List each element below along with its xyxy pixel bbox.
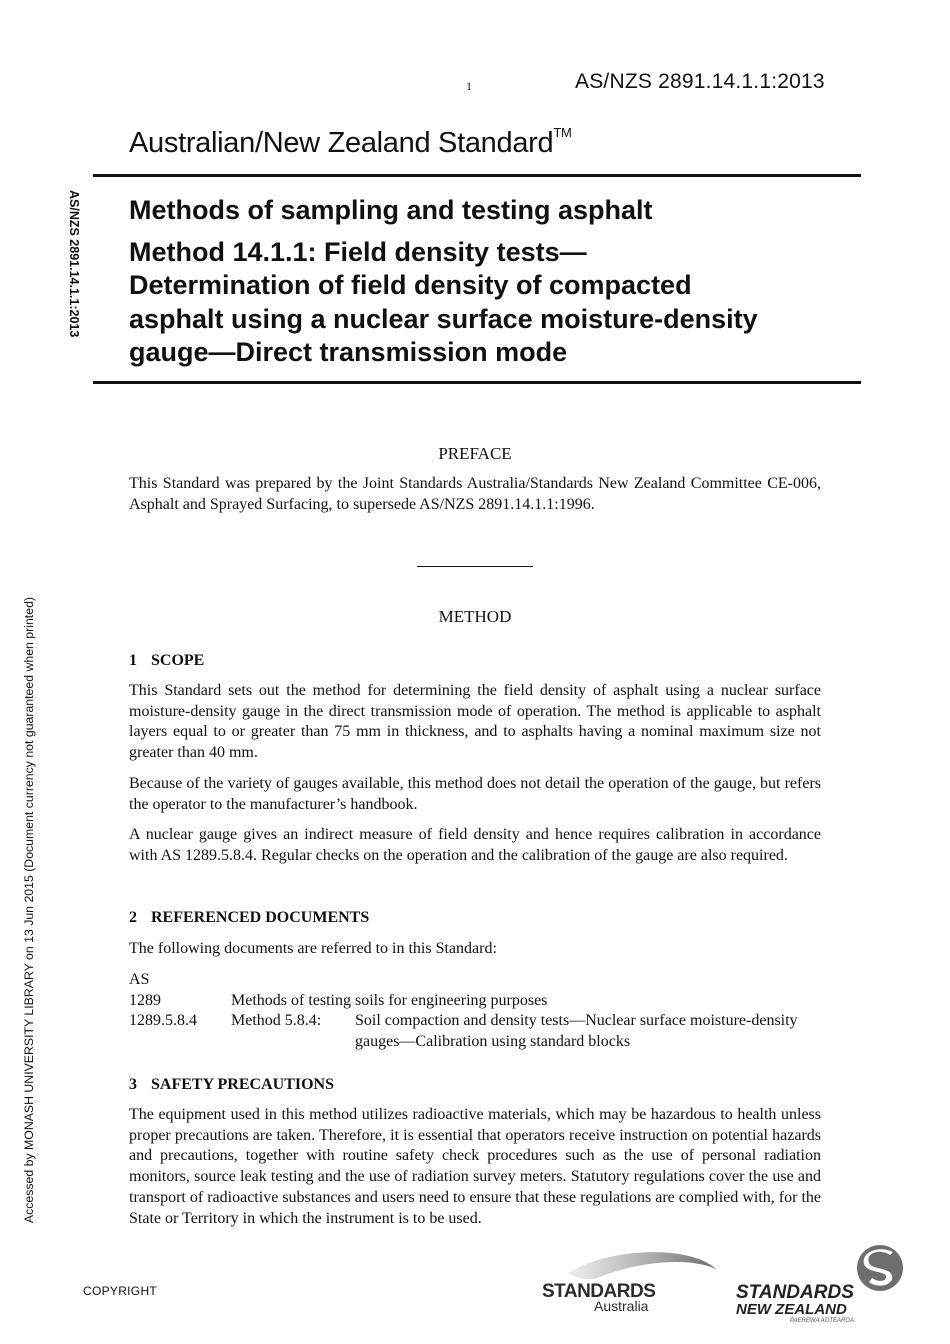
section-title: REFERENCED DOCUMENTS [151,909,370,926]
preface-heading: PREFACE [438,444,512,463]
reference-method: Method 5.8.4: [231,1012,322,1030]
safety-heading [129,1076,334,1094]
preface-text: This Standard was prepared by the Joint Standards Australia/Standards New Zealand Committee CE-006, Asphalt and Sprayed Surfacing, to supersede AS/NZS 2891.14.1.1:1996. [129,475,821,513]
snz-logo-line2: NEW ZEALAND [736,1301,847,1318]
reference-group: AS [129,971,150,988]
reference-row [129,991,829,1012]
references-table [129,970,829,1053]
standards-new-zealand-logo-graphic [734,1244,906,1324]
title-line: asphalt using a nuclear surface moisture-density [129,303,758,334]
sa-logo-line2: Australia [594,1298,649,1314]
standard-code: AS/NZS 2891.14.1.1:2013 [575,70,825,93]
page-number: 1 [466,79,472,93]
section-number: 3 [129,1076,137,1093]
title-line: gauge—Direct transmission mode [129,337,568,367]
standard-type-heading [129,127,572,160]
reference-title: Soil compaction and density tests—Nuclear surface moisture-density gauges—Calibration using standard blocks [355,1012,798,1051]
reference-method: Methods of testing soils for engineering purposes [231,991,548,1009]
standards-australia-logo-graphic [540,1247,720,1317]
copyright-notice: COPYRIGHT [83,1284,158,1298]
references-heading [129,909,369,927]
standards-new-zealand-logo [734,1244,906,1324]
section-divider [417,566,533,567]
sa-logo-line1: STANDARDS [542,1281,656,1302]
side-standard-code [67,190,89,375]
snz-logo-line1: STANDARDS [736,1282,854,1303]
scope-paragraph: This Standard sets out the method for determining the field density of asphalt using a nuclear surface moisture-density gauge in the direct transmission mode of operation. The method is applicable to asphalt layers equal to or greater than 75 mm in thickness, and to asphalts having a nominal maximum size not greater than 40 mm. [129,682,821,762]
reference-number: 1289.5.8.4 [129,1012,197,1030]
standards-australia-logo [540,1247,720,1317]
title-line: Determination of field density of compacted [129,270,692,300]
title-line: Method 14.1.1: Field density tests— [129,236,587,267]
section-title: SAFETY PRECAUTIONS [151,1076,334,1093]
side-standard-code-text: AS/NZS 2891.14.1.1:2013 [67,190,81,338]
trademark-mark: TM [553,125,572,140]
title-main: Methods of sampling and testing asphalt [129,195,653,225]
access-note-text: Accessed by MONASH UNIVERSITY LIBRARY on 13 Jun 2015 (Document currency not guaranteed when printed) [22,597,36,1224]
bottom-rule [93,381,861,384]
section-title: SCOPE [151,652,205,669]
references-intro: The following documents are referred to in this Standard: [129,940,497,957]
scope-heading [129,652,204,670]
reference-row [129,1011,829,1052]
scope-paragraph: A nuclear gauge gives an indirect measure of field density and hence requires calibration in accordance with AS 1289.5.8.4. Regular checks on the operation and the calibration of the gauge are also required. [129,826,821,864]
top-rule [93,174,861,177]
snz-logo-line3: PAEREWA AOTEAROA [790,1318,855,1324]
safety-paragraph: The equipment used in this method utilizes radioactive materials, which may be hazardous to health unless proper precautions are taken. Therefore, it is essential that operators receive instruction on potential hazards and precautions, together with routine safety check procedures such as the use of personal radiation monitors, source leak testing and the use of radiation survey meters. Statutory regulations cover the use and transport of radioactive substances and users need to ensure that these regulations are complied with, for the State or Territory in which the instrument is to be used. [129,1106,821,1227]
access-note [22,597,38,1252]
method-heading: METHOD [438,607,512,626]
document-title [129,194,849,370]
section-number: 2 [129,909,137,926]
section-number: 1 [129,652,137,669]
reference-number: 1289 [129,991,161,1009]
standard-type-text: Australian/New Zealand Standard [129,127,554,159]
scope-paragraph: Because of the variety of gauges available, this method does not detail the operation of the gauge, but refers the operator to the manufacturer’s handbook. [129,775,821,813]
